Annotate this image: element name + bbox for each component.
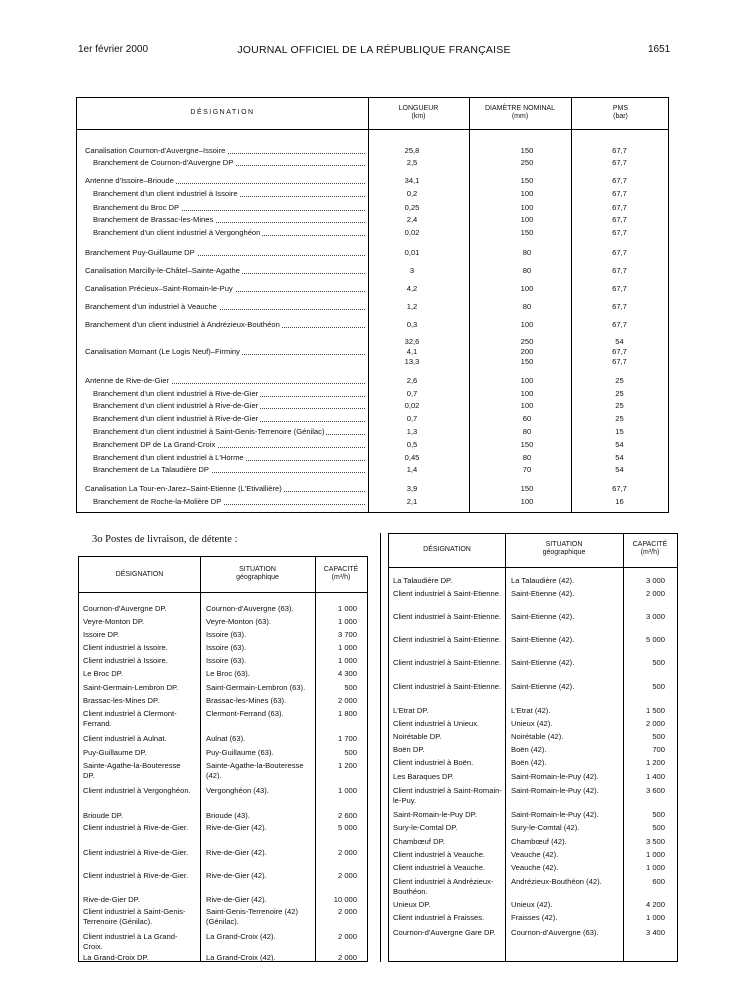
cell-designation: Sainte-Agathe-la-Bouteresse DP.: [83, 761, 181, 780]
cell-capacite: 2 000: [337, 696, 357, 705]
cell-designation-text: Canalisation Marcilly-le-Châtel–Sainte-Agathe: [85, 266, 240, 275]
cell-designation: La Talaudière DP.: [393, 576, 453, 585]
cell-designation: [93, 439, 367, 451]
cell-designation-text: Branchement d'un client industriel à Issoire: [93, 189, 238, 198]
cell-designation-text: Branchement d'un client industriel à Vergonghéon: [93, 228, 261, 237]
cell-diametre: 80: [522, 266, 532, 275]
table-row: [77, 452, 668, 464]
cell-designation: [85, 375, 367, 387]
cell-capacite: 1 000: [645, 863, 665, 872]
cell-capacite: 10 000: [333, 895, 357, 904]
cell-pms: 15: [615, 427, 624, 436]
cell-longueur: 3: [409, 266, 415, 275]
cell-pms: 67,7: [612, 203, 627, 212]
cell-longueur: 25,8: [404, 146, 420, 155]
cell-pms: 67,7: [612, 484, 627, 493]
table-row: [77, 265, 668, 277]
table-row: [77, 496, 668, 508]
cell-diametre: 100: [520, 203, 534, 212]
col-header-longueur: LONGUEUR (km): [398, 105, 439, 120]
cell-capacite: 5 000: [337, 823, 357, 832]
col-header-designation: DÉSIGNATION: [115, 571, 164, 578]
cell-capacite: 3 000: [645, 612, 665, 621]
cell-situation: La Talaudière (42).: [511, 576, 575, 585]
cell-capacite: 500: [652, 732, 665, 741]
table-row: [77, 439, 668, 451]
cell-capacite: 1 000: [337, 656, 357, 665]
cell-situation: Saint-Etienne (42).: [511, 682, 575, 691]
cell-designation: [85, 283, 367, 295]
cell-diametre: 150: [520, 176, 534, 185]
cell-situation: Saint-Etienne (42).: [511, 658, 575, 667]
cell-situation: Saint-Etienne (42).: [511, 635, 575, 644]
cell-situation: Fraisses (42).: [511, 913, 558, 922]
cell-designation: [93, 413, 367, 425]
cell-designation-text: Branchement d'un client industriel à L'Horme: [93, 453, 244, 462]
cell-designation: Client industriel à Vergonghéon.: [83, 786, 191, 795]
cell-situation: Rive-de-Gier (42).: [206, 848, 267, 857]
cell-designation: Sury-le-Comtal DP.: [393, 823, 458, 832]
cell-capacite: 1 000: [645, 913, 665, 922]
cell-designation-text: Branchement de La Talaudière DP: [93, 465, 209, 474]
cell-situation: Issoire (63).: [206, 643, 247, 652]
cell-designation-text: Antenne d'Issoire–Brioude: [85, 176, 174, 185]
cell-designation: Client industriel à Rive-de-Gier.: [83, 871, 189, 880]
cell-designation: Client industriel à Unieux.: [393, 719, 480, 728]
cell-pms: 67,7: [612, 228, 627, 237]
col-header-capacite: CAPACITÉ (m³/h): [632, 541, 668, 556]
cell-situation: L'Etrat (42).: [511, 706, 551, 715]
cell-capacite: 2 000: [645, 589, 665, 598]
cell-situation: Saint-Genis-Terrenoire (42) (Génilac).: [206, 907, 299, 926]
table-row: [77, 464, 668, 476]
cell-diametre: 150: [520, 228, 534, 237]
cell-designation: Brassac-les-Mines DP.: [83, 696, 160, 705]
cell-capacite: 1 700: [337, 734, 357, 743]
cell-situation: Boën (42).: [511, 745, 547, 754]
cell-designation: Client industriel à Veauche.: [393, 863, 486, 872]
cell-situation: Issoire (63).: [206, 656, 247, 665]
cell-designation: Client industriel à Issoire.: [83, 656, 168, 665]
cell-designation: [93, 464, 367, 476]
cell-diametre: 80: [522, 248, 532, 257]
cell-situation: Brassac-les-Mines (63).: [206, 696, 287, 705]
cell-situation: Boën (42).: [511, 758, 547, 767]
cell-designation: [93, 426, 367, 438]
cell-pms: 25: [615, 389, 624, 398]
cell-designation-text: Branchement de Brassac-les-Mines: [93, 215, 214, 224]
cell-designation: Client industriel à Boën.: [393, 758, 474, 767]
cell-situation: Le Broc (63).: [206, 669, 250, 678]
cell-designation: [85, 247, 367, 259]
cell-capacite: 500: [652, 658, 665, 667]
cell-capacite: 1 200: [337, 761, 357, 770]
table-row: [77, 145, 668, 157]
cell-designation: [93, 188, 367, 200]
table-row: [77, 319, 668, 331]
cell-capacite: 1 000: [337, 786, 357, 795]
cell-designation: [93, 214, 367, 226]
cell-capacite: 2 000: [337, 907, 357, 916]
cell-designation-text: Antenne de Rive-de-Gier: [85, 376, 169, 385]
pipeline-table: [76, 97, 669, 513]
cell-situation: Cournon-d'Auvergne (63).: [206, 604, 294, 613]
cell-capacite: 600: [652, 877, 665, 886]
cell-longueur: 0,01: [404, 248, 420, 257]
cell-designation: Client industriel à Rive-de-Gier.: [83, 823, 189, 832]
cell-longueur: 0,5: [406, 440, 418, 449]
header-title: JOURNAL OFFICIEL DE LA RÉPUBLIQUE FRANÇAISE: [237, 44, 511, 56]
cell-designation: [85, 175, 367, 187]
cell-pms: 67,7: [612, 248, 627, 257]
cell-pms: 67,7: [612, 215, 627, 224]
cell-designation: Cournon-d'Auvergne DP.: [83, 604, 167, 613]
cell-designation: [93, 496, 367, 508]
cell-designation-text: Branchement d'un client industriel à Rive-de-Gier: [93, 401, 259, 410]
cell-designation-text: Branchement Puy-Guillaume DP: [85, 248, 195, 257]
cell-situation: Saint-Etienne (42).: [511, 589, 575, 598]
cell-diametre: 80: [522, 453, 532, 462]
cell-capacite: 4 300: [337, 669, 357, 678]
cell-situation: Rive-de-Gier (42).: [206, 823, 267, 832]
cell-diametre: 100: [520, 320, 534, 329]
delivery-table-right: [388, 533, 678, 962]
cell-longueur: 3,9: [406, 484, 418, 493]
cell-designation: Client industriel à Saint-Etienne.: [393, 612, 502, 621]
cell-designation: Client industriel à Saint-Etienne.: [393, 635, 502, 644]
cell-pms: 67,7: [612, 320, 627, 329]
cell-designation: Client industriel à Saint-Genis-Terrenoire (Génilac).: [83, 907, 186, 926]
cell-diametre: 250: [520, 337, 534, 346]
cell-capacite: 1 000: [337, 604, 357, 613]
cell-designation: Client industriel à Clermont-Ferrand.: [83, 709, 177, 728]
cell-designation: La Grand-Croix DP.: [83, 953, 149, 962]
cell-longueur: 2,4: [406, 215, 418, 224]
cell-situation: Rive-de-Gier (42).: [206, 895, 267, 904]
cell-pms: 67,7: [612, 347, 627, 356]
col-header-designation: DÉSIGNATION: [190, 109, 255, 116]
cell-designation-text: Branchement d'un client industriel à Rive-de-Gier: [93, 414, 259, 423]
cell-designation: Les Baraques DP.: [393, 772, 454, 781]
cell-designation: [93, 227, 367, 239]
table-row: [77, 483, 668, 495]
cell-situation: Saint-Romain-le-Puy (42).: [511, 810, 599, 819]
cell-pms: 67,7: [612, 302, 627, 311]
cell-designation: Client industriel à Saint-Romain-le-Puy.: [393, 786, 502, 805]
cell-diametre: 70: [522, 465, 532, 474]
cell-situation: Cournon-d'Auvergne (63).: [511, 928, 599, 937]
cell-designation-text: Branchement d'un client industriel à Rive-de-Gier: [93, 389, 259, 398]
cell-capacite: 500: [344, 683, 357, 692]
cell-capacite: 1 000: [337, 617, 357, 626]
cell-capacite: 500: [344, 748, 357, 757]
cell-situation: Rive-de-Gier (42).: [206, 871, 267, 880]
table-row: [77, 375, 668, 387]
cell-situation: Saint-Germain-Lembron (63).: [206, 683, 306, 692]
cell-diametre: 150: [520, 357, 534, 366]
cell-capacite: 2 000: [337, 953, 357, 962]
cell-situation: Clermont-Ferrand (63).: [206, 709, 284, 718]
cell-designation: Saint-Germain-Lembron DP.: [83, 683, 179, 692]
cell-designation: Noirétable DP.: [393, 732, 442, 741]
cell-capacite: 5 000: [645, 635, 665, 644]
cell-longueur: 13,3: [404, 357, 420, 366]
cell-capacite: 1 000: [645, 850, 665, 859]
cell-longueur: 1,2: [406, 302, 418, 311]
cell-situation: Veauche (42).: [511, 850, 559, 859]
cell-pms: 67,7: [612, 189, 627, 198]
cell-designation: Client industriel à Saint-Etienne.: [393, 682, 502, 691]
cell-diametre: 100: [520, 401, 534, 410]
table-row: [77, 227, 668, 239]
cell-pms: 67,7: [612, 176, 627, 185]
cell-diametre: 60: [522, 414, 532, 423]
cell-designation: [93, 400, 367, 412]
header-date: 1er février 2000: [78, 44, 149, 55]
cell-diametre: 150: [520, 484, 534, 493]
cell-capacite: 2 000: [645, 719, 665, 728]
cell-pms: 54: [615, 465, 624, 474]
cell-diametre: 200: [520, 347, 534, 356]
cell-designation: [85, 483, 367, 495]
cell-pms: 25: [615, 401, 624, 410]
cell-designation: Client industriel à Rive-de-Gier.: [83, 848, 189, 857]
page-number: 1651: [648, 44, 671, 55]
cell-designation: [85, 145, 367, 157]
cell-designation: Rive-de-Gier DP.: [83, 895, 140, 904]
cell-capacite: 4 200: [645, 900, 665, 909]
table-row: [77, 202, 668, 214]
cell-situation: Aulnat (63).: [206, 734, 246, 743]
cell-designation: Client industriel à Veauche.: [393, 850, 486, 859]
cell-longueur: 0,45: [404, 453, 420, 462]
cell-designation-text: Canalisation Précieux–Saint-Romain-le-Puy: [85, 284, 233, 293]
table-row: [77, 301, 668, 313]
cell-situation: Vergonghéon (43).: [206, 786, 269, 795]
cell-capacite: 1 400: [645, 772, 665, 781]
cell-pms: 67,7: [612, 158, 627, 167]
col-header-designation: DÉSIGNATION: [423, 546, 471, 553]
cell-diametre: 150: [520, 146, 534, 155]
cell-capacite: 2 000: [337, 932, 357, 941]
cell-designation: [93, 202, 367, 214]
cell-capacite: 500: [652, 810, 665, 819]
col-header-pms: PMS (bar): [612, 105, 629, 120]
cell-capacite: 3 600: [645, 786, 665, 795]
cell-designation: Client industriel à Issoire.: [83, 643, 168, 652]
cell-situation: Noirétable (42).: [511, 732, 564, 741]
cell-longueur: 0,7: [406, 389, 418, 398]
cell-situation: La Grand-Croix (42).: [206, 932, 276, 941]
table-row: [77, 283, 668, 295]
cell-longueur: 2,1: [406, 497, 418, 506]
cell-longueur: 4,1: [406, 347, 418, 356]
table-row: [77, 157, 668, 169]
cell-capacite: 500: [652, 823, 665, 832]
cell-capacite: 2 000: [337, 848, 357, 857]
cell-designation: Cournon-d'Auvergne Gare DP.: [393, 928, 496, 937]
cell-designation: Boën DP.: [393, 745, 425, 754]
cell-designation: Unieux DP.: [393, 900, 431, 909]
cell-designation-text: Branchement DP de La Grand-Croix: [93, 440, 216, 449]
cell-pms: 54: [615, 453, 624, 462]
cell-situation: Saint-Romain-le-Puy (42).: [511, 772, 599, 781]
cell-designation: [85, 265, 367, 277]
cell-situation: Veyre-Monton (63).: [206, 617, 271, 626]
cell-diametre: 80: [522, 427, 532, 436]
cell-longueur: 32,6: [404, 337, 420, 346]
cell-capacite: 2 600: [337, 811, 357, 820]
cell-situation: Chambœuf (42).: [511, 837, 567, 846]
cell-diametre: 100: [520, 284, 534, 293]
cell-capacite: 1 200: [645, 758, 665, 767]
cell-pms: 67,7: [612, 266, 627, 275]
cell-designation-text: Branchement de Cournon-d'Auvergne DP: [93, 158, 234, 167]
table-row: [77, 356, 668, 368]
cell-situation: Veauche (42).: [511, 863, 559, 872]
cell-longueur: 0,3: [406, 320, 418, 329]
cell-pms: 67,7: [612, 357, 627, 366]
cell-designation-text: Branchement du Broc DP: [93, 203, 180, 212]
cell-diametre: 150: [520, 440, 534, 449]
cell-pms: 25: [615, 376, 624, 385]
cell-capacite: 3 400: [645, 928, 665, 937]
cell-designation-text: Canalisation La Tour-en-Jarez–Saint-Etienne (L'Etivallière): [85, 484, 282, 493]
cell-capacite: 3 700: [337, 630, 357, 639]
cell-capacite: 1 500: [645, 706, 665, 715]
cell-situation: Issoire (63).: [206, 630, 247, 639]
cell-pms: 54: [615, 440, 624, 449]
cell-designation-text: Branchement d'un client industriel à Saint-Genis-Terrenoire (Génilac): [93, 427, 325, 436]
cell-designation: [85, 319, 367, 331]
cell-designation: Client industriel à Andrézieux-Bouthéon.: [393, 877, 494, 896]
cell-designation: Client industriel à Saint-Etienne.: [393, 658, 502, 667]
cell-designation: Issoire DP.: [83, 630, 120, 639]
cell-situation: Saint-Etienne (42).: [511, 612, 575, 621]
cell-longueur: 0,2: [406, 189, 418, 198]
cell-situation: Sury-le-Comtal (42).: [511, 823, 580, 832]
cell-designation-text: Branchement d'un industriel à Veauche: [85, 302, 217, 311]
cell-designation: [93, 157, 367, 169]
table-row: [77, 388, 668, 400]
cell-longueur: 2,6: [406, 376, 418, 385]
col-header-capacite: CAPACITÉ (m³/h): [323, 566, 359, 581]
table-row: [77, 400, 668, 412]
col-header-diametre: DIAMÈTRE NOMINAL (mm): [484, 105, 555, 120]
cell-longueur: 1,4: [406, 465, 418, 474]
cell-designation: Chambœuf DP.: [393, 837, 445, 846]
cell-situation: La Grand-Croix (42).: [206, 953, 276, 962]
cell-designation: [85, 301, 367, 313]
cell-situation: Unieux (42).: [511, 900, 553, 909]
table-row: [77, 188, 668, 200]
cell-situation: Saint-Romain-le-Puy (42).: [511, 786, 599, 795]
cell-pms: 25: [615, 414, 624, 423]
cell-diametre: 80: [522, 302, 532, 311]
cell-longueur: 1,3: [406, 427, 418, 436]
cell-pms: 67,7: [612, 146, 627, 155]
cell-designation: [93, 452, 367, 464]
cell-longueur: 0,02: [404, 228, 420, 237]
cell-longueur: 4,2: [406, 284, 418, 293]
section-heading: 3o Postes de livraison, de détente :: [92, 534, 238, 545]
col-header-situation: SITUATION géographique: [236, 566, 279, 581]
cell-designation: Le Broc DP.: [83, 669, 123, 678]
table-row: [77, 426, 668, 438]
col-header-situation: SITUATION géographique: [542, 541, 586, 556]
cell-pms: 54: [615, 337, 624, 346]
cell-capacite: 3 000: [645, 576, 665, 585]
delivery-table-left: [78, 556, 368, 962]
table-row: [77, 413, 668, 425]
cell-capacite: 500: [652, 682, 665, 691]
cell-situation: Andrézieux-Bouthéon (42).: [511, 877, 602, 886]
cell-longueur: 34,1: [404, 176, 420, 185]
cell-longueur: 2,5: [406, 158, 418, 167]
table-row: [77, 214, 668, 226]
table-row: [77, 247, 668, 259]
cell-designation-text: Branchement de Roche-la-Molière DP: [93, 497, 222, 506]
cell-longueur: 0,7: [406, 414, 418, 423]
cell-designation: Veyre-Monton DP.: [83, 617, 145, 626]
cell-designation: Client industriel à Aulnat.: [83, 734, 167, 743]
cell-designation-text: Canalisation Cournon-d'Auvergne–Issoire: [85, 146, 226, 155]
cell-designation: Saint-Romain-le-Puy DP.: [393, 810, 477, 819]
cell-longueur: 0,02: [404, 401, 420, 410]
cell-situation: Sainte-Agathe-la-Bouteresse (42).: [206, 761, 304, 780]
cell-capacite: 2 000: [337, 871, 357, 880]
cell-diametre: 100: [520, 389, 534, 398]
cell-situation: Unieux (42).: [511, 719, 553, 728]
cell-designation: Client industriel à Fraisses.: [393, 913, 485, 922]
cell-designation-text: Canalisation Mornant (Le Logis Neuf)–Firminy: [85, 347, 240, 356]
cell-designation: L'Etrat DP.: [393, 706, 429, 715]
cell-diametre: 100: [520, 215, 534, 224]
cell-capacite: 700: [652, 745, 665, 754]
cell-capacite: 3 500: [645, 837, 665, 846]
table-row: [77, 175, 668, 187]
cell-situation: Puy-Guillaume (63).: [206, 748, 274, 757]
cell-diametre: 100: [520, 189, 534, 198]
cell-diametre: 100: [520, 497, 534, 506]
cell-pms: 67,7: [612, 284, 627, 293]
cell-designation: Client industriel à Saint-Etienne.: [393, 589, 502, 598]
cell-designation-text: Branchement d'un client industriel à Andrézieux-Bouthéon: [85, 320, 280, 329]
cell-designation: Client industriel à La Grand-Croix.: [83, 932, 178, 951]
cell-designation: Puy-Guillaume DP.: [83, 748, 147, 757]
cell-diametre: 100: [520, 376, 534, 385]
cell-pms: 16: [615, 497, 624, 506]
cell-situation: Brioude (43).: [206, 811, 250, 820]
cell-capacite: 1 800: [337, 709, 357, 718]
cell-longueur: 0,25: [404, 203, 420, 212]
cell-diametre: 250: [520, 158, 534, 167]
cell-designation: Brioude DP.: [83, 811, 123, 820]
cell-capacite: 1 000: [337, 643, 357, 652]
cell-designation: [93, 388, 367, 400]
